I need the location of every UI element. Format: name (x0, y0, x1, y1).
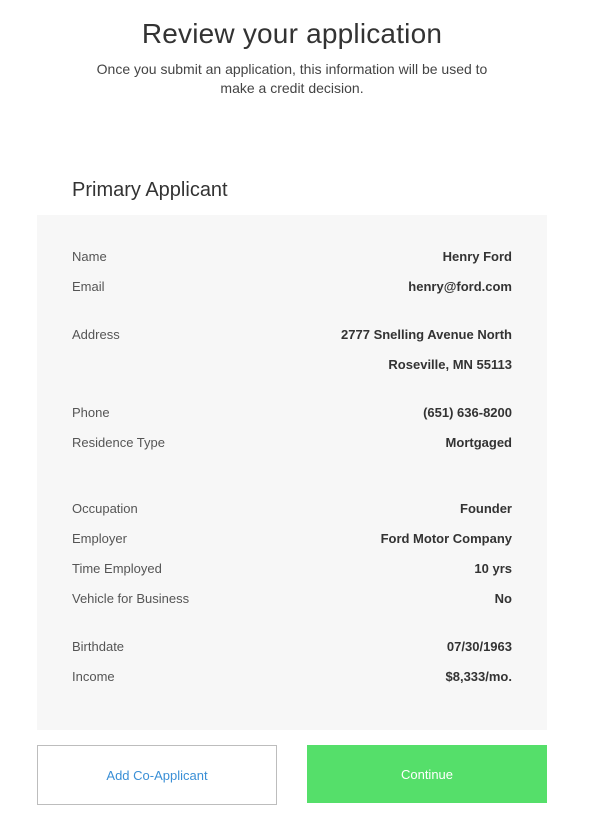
email-label: Email (72, 279, 105, 294)
occupation-row (72, 499, 512, 519)
name-row (72, 247, 512, 267)
phone-label: Phone (72, 405, 110, 420)
employer-value: Ford Motor Company (380, 531, 512, 546)
address-row-2 (72, 355, 512, 375)
name-label: Name (72, 249, 107, 264)
occupation-label: Occupation (72, 501, 138, 516)
address-row (72, 325, 512, 345)
continue-button[interactable]: Continue (307, 745, 547, 803)
vehicle-business-row (72, 589, 512, 609)
residence-row (72, 433, 512, 453)
time-employed-value: 10 yrs (474, 561, 512, 576)
vehicle-business-value: No (494, 591, 512, 606)
email-row (72, 277, 512, 297)
residence-value: Mortgaged (445, 435, 512, 450)
applicant-summary-card (37, 215, 547, 730)
address-line2: Roseville, MN 55113 (388, 357, 512, 372)
birthdate-value: 07/30/1963 (446, 639, 512, 654)
birthdate-label: Birthdate (72, 639, 125, 654)
employer-label: Employer (72, 531, 127, 546)
email-value: henry@ford.com (408, 279, 512, 294)
residence-label: Residence Type (72, 435, 165, 450)
birthdate-row (72, 637, 512, 657)
time-employed-row (72, 559, 512, 579)
phone-row (72, 403, 512, 423)
occupation-value: Founder (460, 501, 512, 516)
time-employed-label: Time Employed (72, 561, 162, 576)
income-row (72, 667, 512, 687)
name-value: Henry Ford (442, 249, 512, 264)
phone-value: (651) 636-8200 (423, 405, 512, 420)
address-line1: 2777 Snelling Avenue North (341, 327, 512, 342)
income-value: $8,333/mo. (445, 669, 512, 684)
page-title: Review your application (141, 18, 443, 49)
section-title: Primary Applicant (72, 179, 228, 201)
add-co-applicant-button[interactable]: Add Co-Applicant (37, 745, 277, 805)
income-label: Income (72, 669, 115, 684)
address-label: Address (72, 327, 120, 342)
vehicle-business-label: Vehicle for Business (72, 591, 190, 606)
page-subtitle: Once you submit an application, this information will be used to make a credit decision. (96, 61, 488, 96)
employer-row (72, 529, 512, 549)
